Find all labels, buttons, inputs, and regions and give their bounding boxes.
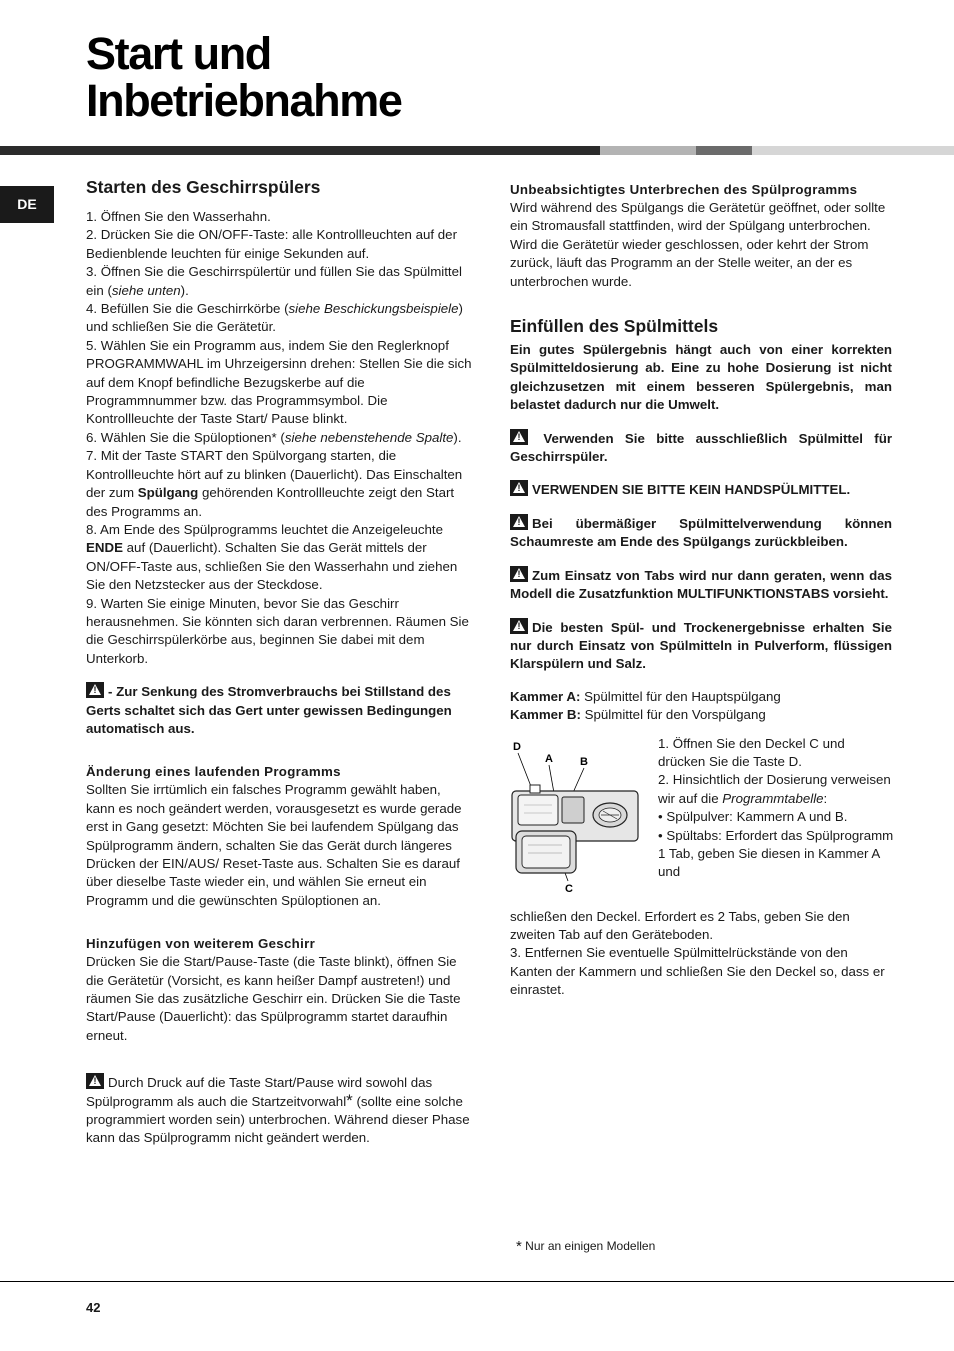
detergent-intro: Ein gutes Spülergebnis hängt auch von einer korrekten Spülmitteldosierung ab. Eine zu hohe Dosierung ist nicht gleichzusetzen mit einem besseren Spülergebnis, man belastet dadurch nur die Umwelt. [510, 342, 892, 413]
warning-icon [510, 514, 528, 530]
language-tab: DE [0, 186, 54, 223]
warning-icon [510, 429, 528, 445]
warning-icon [510, 480, 528, 496]
page-title-line-2: Inbetriebnahme [86, 75, 402, 126]
step-2: 2. Drücken Sie die ON/OFF-Taste: alle Kontrollleuchten auf der Bedienblende leuchten für einige Sekunden auf. [86, 227, 458, 261]
footer-rule [0, 1281, 954, 1282]
step-7: 7. Mit der Taste START den Spülvorgang starten, die Kontrollleuchte hört auf zu blinken (Dauerlicht). Das Einschalten der zum Spülgang gehörenden Kontrollleuchte zeigt den Start des Programms an. [86, 448, 463, 519]
label-d: D [513, 740, 521, 753]
label-c: C [565, 882, 573, 895]
chamber-a: Kammer A: Spülmittel für den Hauptspülgang [510, 688, 781, 704]
warning-dishwasher-detergent: ! Verwenden Sie bitte ausschließlich Spülmittel für Geschirrspüler. [510, 429, 892, 467]
add-dishes-heading: Hinzufügen von weiterem Geschirr [86, 936, 316, 952]
change-program-text: Sollten Sie irrtümlich ein falsches Programm gewählt haben, kann es noch geändert werden, vorausgesetzt es wurde gerade erst in Gang gesetzt: Möchten Sie bei laufendem Spülgang das Spülprogramm ändern, schalten Sie das Gerät durch längeres Drücken der EIN/AUS/ Reset-Taste aus. Schalten Sie es darauf über dieselbe Taste wieder ein, und wählen Sie erneut ein Programm und die gewünschten Spüloptionen an. [86, 782, 462, 908]
dispenser-tabs-continued: schließen den Deckel. Erfordert es 2 Tabs, geben Sie den zweiten Tab auf den Geräteboden. [510, 908, 850, 942]
label-a: A [545, 752, 553, 765]
page-number: 42 [86, 1300, 101, 1315]
dispenser-step-2: 2. Hinsichtlich der Dosierung verweisen wir auf die Programmtabelle: [658, 772, 891, 806]
dispenser-step-3: 3. Entfernen Sie eventuelle Spülmittelrückstände von den Kanten der Kammern und schließen Sie den Deckel so, dass er einrastet. [510, 945, 885, 998]
warning-tabs: !Zum Einsatz von Tabs wird nur dann geraten, wenn das Modell die Zusatzfunktion MULTIFUNKTIONSTABS vorsieht. [510, 566, 892, 604]
change-program-heading: Änderung eines laufenden Programms [86, 764, 341, 780]
step-3: 3. Öffnen Sie die Geschirrspülertür und füllen Sie das Spülmittel ein (siehe unten). [86, 264, 462, 298]
step-5: 5. Wählen Sie ein Programm aus, indem Sie den Reglerknopf PROGRAMMWAHL im Uhrzeigersinn drehen: Stellen Sie die sich auf dem Knopf befindliche Bezugskerbe auf die Programmnummer bzw. das Programmsymbol. Die Kontrollleuchte der Taste Start/ Pause blinkt. [86, 337, 472, 427]
label-b: B [580, 755, 588, 768]
step-6: 6. Wählen Sie die Spüloptionen* (siehe nebenstehende Spalte). [86, 429, 462, 445]
energy-note: !- Zur Senkung des Stromverbrauchs bei Stillstand des Gerts schaltet sich das Gert unter gewissen Bedingungen automatisch aus. [86, 682, 472, 738]
start-steps [86, 208, 472, 668]
warning-icon [510, 618, 528, 634]
dispenser-tabs: • Spültabs: Erfordert das Spülprogramm 1 Tab, geben Sie diesen in Kammer A und [658, 827, 894, 880]
footnote: * Nur an einigen Modellen [516, 1238, 656, 1255]
step-4: 4. Befüllen Sie die Geschirrkörbe (siehe Beschickungsbeispiele) und schließen Sie die Gerätetür. [86, 301, 463, 335]
dispenser-figure-block [510, 735, 892, 910]
section-heading-start: Starten des Geschirrspülers [86, 177, 321, 197]
interrupt-heading: Unbeabsichtigtes Unterbrechen des Spülprogramms [510, 182, 858, 197]
step-9: 9. Warten Sie einige Minuten, bevor Sie das Geschirr herausnehmen. Sie könnten sich daran verbrennen. Räumen Sie die Geschirrspülerkörbe aus, beginnen Sie dabei mit dem Unterkorb. [86, 595, 469, 666]
page-title-line-1: Start und [86, 28, 271, 79]
right-column [510, 180, 892, 1000]
page-title [86, 30, 401, 124]
detergent-dispenser-illustration [510, 735, 645, 895]
warning-foam: !Bei übermäßiger Spülmittelverwendung können Schaumreste am Ende des Spülgangs zurückbleiben. [510, 514, 892, 552]
warning-icon [86, 682, 104, 698]
dispenser-instructions [658, 735, 894, 882]
dispenser-powder: • Spülpulver: Kammern A und B. [658, 809, 848, 825]
left-column [86, 176, 472, 1148]
chamber-b: Kammer B: Spülmittel für den Vorspülgang [510, 707, 766, 723]
add-dishes-text: Drücken Sie die Start/Pause-Taste (die Taste blinkt), öffnen Sie die Gerätetür (Vorsicht, es kann heißer Dampf austreten!) und räumen Sie das zusätzliche Geschirr ein. Drücken Sie die Taste Start/Pause (Dauerlicht): das Spülprogramm startet daraufhin erneut. [86, 954, 461, 1043]
warning-no-hand-detergent: !VERWENDEN SIE BITTE KEIN HANDSPÜLMITTEL. [510, 480, 892, 499]
section-heading-detergent: Einfüllen des Spülmittels [510, 316, 719, 337]
step-1: 1. Öffnen Sie den Wasserhahn. [86, 209, 271, 224]
header-rule-bar [0, 146, 954, 155]
interrupt-text: Wird während des Spülgangs die Gerätetür geöffnet, oder sollte ein Stromausfall stattfinden, wird der Spülgang unterbrochen. Wird die Gerätetür wieder geschlossen, oder kehrt der Strom zurück, läuft das Programm an der Stelle weiter, an der es unterbrochen wurde. [510, 200, 886, 289]
pause-note: !Durch Druck auf die Taste Start/Pause wird sowohl das Spülprogramm als auch die Startzeitvorwahl* (sollte eine solche programmiert worden sein) unterbrochen. Während dieser Phase kann das Spülprogramm nicht geändert werden. [86, 1073, 472, 1148]
dispenser-step-1: 1. Öffnen Sie den Deckel C und drücken Sie die Taste D. [658, 735, 845, 769]
warning-best-results: !Die besten Spül- und Trockenergebnisse erhalten Sie nur durch Einsatz von Spülmitteln in Pulverform, flüssigen Klarspülern und Salz. [510, 618, 892, 674]
step-8: 8. Am Ende des Spülprogramms leuchtet die Anzeigeleuchte ENDE auf (Dauerlicht). Schalten Sie das Gerät mittels der ON/OFF-Taste aus, schließen Sie den Wasserhahn und ziehen Sie den Netzstecker aus der Steckdose. [86, 521, 458, 593]
warning-icon [86, 1073, 104, 1089]
warning-icon [510, 566, 528, 582]
